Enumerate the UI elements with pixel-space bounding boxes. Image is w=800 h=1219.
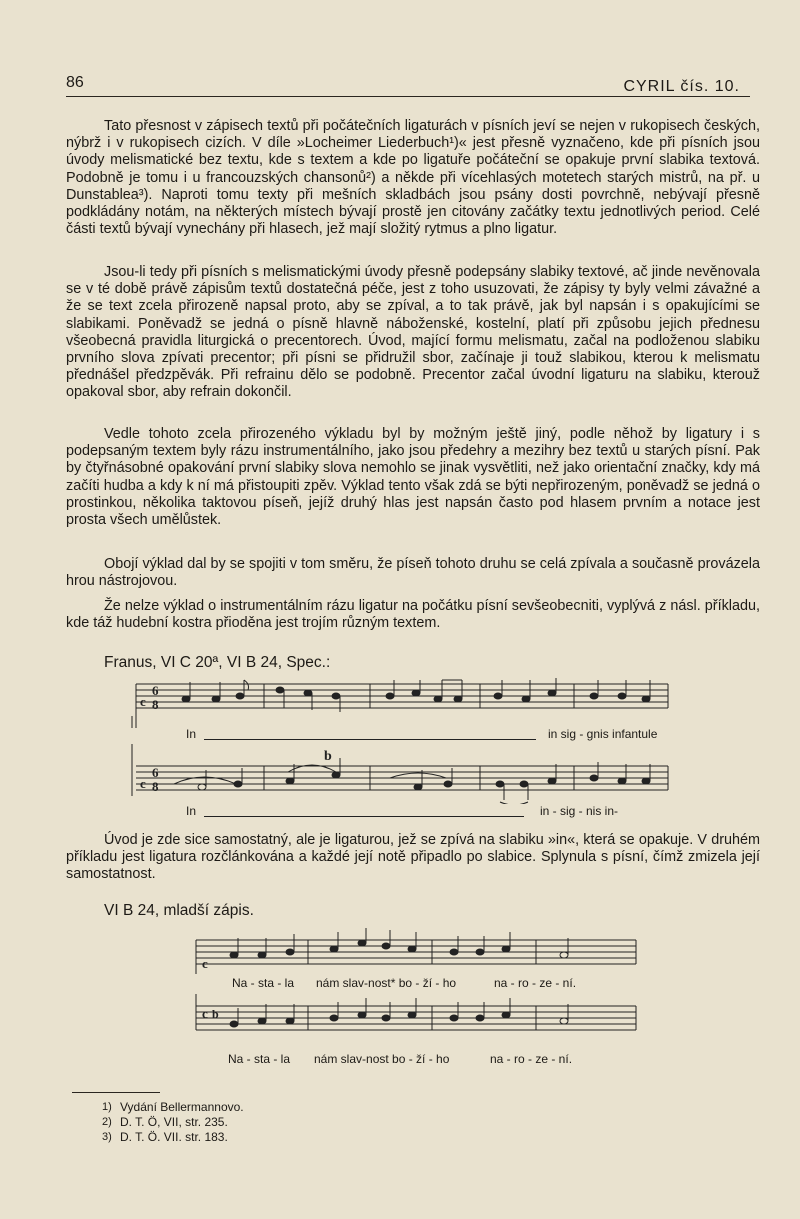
paragraph-5: Že nelze výklad o instrumentálním rázu ligatur na počátku písní sevšeobecniti, vyplývá z násl. příkladu, kde táž hudební kostra přioděna jest trojím různým textem. xyxy=(66,598,760,632)
svg-text:8: 8 xyxy=(152,779,159,794)
staff-1a-lyric-start: In xyxy=(186,727,197,741)
staff-2b-lyric-2: nám slav-nost bo - ží - ho xyxy=(314,1052,450,1066)
music-staff-2b xyxy=(186,994,646,1040)
music-staff-1a xyxy=(128,676,680,728)
footnote-mark: 3) xyxy=(102,1131,112,1143)
example-2-caption: VI B 24, mladší zápis. xyxy=(104,902,254,919)
svg-text:c: c xyxy=(202,1006,208,1021)
staff-1a-lyric-end: in sig - gnis infantule xyxy=(548,727,658,741)
svg-text:6: 6 xyxy=(152,765,159,780)
paragraph-3: Vedle tohoto zcela přirozeného výkladu byl by možným ještě jiný, podle něhož by ligatury i s podepsaným textem byly rázu instrumentálního, jako jsou předehry a mezihry bez textů u starých písní. Pak by čtyřnásobné opakování první slabiky slova nemohlo se jinak vysvětliti, než jako orientační značky, kdy má začíti hudba a kdy k ní má přistoupiti zpěv. Výklad tento však zdá se býti nepřirozeným, poněvadž se jedná o prostinkou, několika taktovou píseň, jejíž druhý hlas jest napsán často pod hlasem prvním a notace jest prosta všech umělůstek. xyxy=(66,426,760,529)
lyric-extender-line xyxy=(204,739,536,740)
svg-text:c: c xyxy=(140,776,146,791)
staff-2a-lyric-1: Na - sta - la xyxy=(232,976,295,990)
svg-text:b: b xyxy=(324,749,332,764)
footnote-2: 2) D. T. Ö, VII, str. 235. xyxy=(102,1115,228,1129)
page-header xyxy=(66,74,750,96)
staff-2b-lyric-3: na - ro - ze - ní. xyxy=(490,1052,573,1066)
page-number: 86 xyxy=(66,74,84,91)
svg-text:c: c xyxy=(202,956,208,971)
example-1-caption: Franus, VI C 20ª, VI B 24, Spec.: xyxy=(104,654,331,671)
lyric-extender-line xyxy=(204,816,524,817)
music-staff-2a xyxy=(186,928,646,974)
footnote-1: 1) Vydání Bellermannovo. xyxy=(102,1100,244,1114)
paragraph-2: Jsou-li tedy při písních s melismatickými úvody přesně podepsány slabiky textové, ač jinde nevěnovala se v té době právě zápisům textů dostatečná péče, jest z toho usuzovati, že zápisy ty byly velmi závažné a že se text zcela přirozeně napsal proto, aby se zpíval, a to tak právě, jak byl napsán i s opakujícími se slabikami. Poněvadž se jedná o písně hlavně náboženské, kostelní, platí při způsobu jejich přednesu všeobecná pravidla liturgická o precentorech. Úvod, mající formu melismatu, začal na podloženou slabiku prvního slova zpívati precentor; při písni se přidružil sbor, začínaje ji touž slabikou, kterou k melismatu přednášel předzpěvák. Při refrainu dělo se podobně. Precentor začal úvodní ligaturu na slabiku, kterouž opakoval sbor, aby refrain dokončil. xyxy=(66,264,760,401)
staff-1b-lyric-start: In xyxy=(186,804,197,818)
staff-2a-lyric-3: na - ro - ze - ní. xyxy=(494,976,577,990)
staff-1b-lyric-end: in - sig - nis in- xyxy=(540,804,619,818)
header-rule xyxy=(66,96,750,97)
paragraph-1: Tato přesnost v zápisech textů při počátečních ligaturách v písních jeví se nejen v rukopisech českých, nýbrž i v rukopisech cizích. V díle »Locheimer Liederbuch¹)« jest přesně vyznačeno, kde při písních jsou úvody melismatické bez textu, kde s textem a kde po ligatuře počáteční se opakuje první slabika textová. Podobně je tomu i u francouzských chansonů²) a někde při vícehlasých motetech starých mistrů, na př. u Dunstablea³). Naproti tomu texty při mešních skladbách jsou psány dosti povrchně, nebývají přesně podkládány notám, na některých místech bývají prostě jen citovány začátky textu jednotlivých period. Celé části textů bývají vynechány při hlasech, jež mají složitý rytmus a plno ligatur. xyxy=(66,118,760,238)
svg-text:b: b xyxy=(212,1007,219,1021)
staff-2b-lyric-1: Na - sta - la xyxy=(228,1052,291,1066)
svg-text:6: 6 xyxy=(152,683,159,698)
music-staff-1b xyxy=(128,744,680,804)
footnote-mark: 2) xyxy=(102,1116,112,1128)
svg-text:8: 8 xyxy=(152,697,159,712)
footnote-rule xyxy=(72,1092,160,1093)
staff-2a-lyric-2: nám slav-nost* bo - ží - ho xyxy=(316,976,457,990)
footnote-3: 3) D. T. Ö. VII. str. 183. xyxy=(102,1130,228,1144)
paragraph-6: Úvod je zde sice samostatný, ale je ligaturou, jež se zpívá na slabiku »in«, která se opakuje. V druhém příkladu jest ligatura rozčlánkována a každé její notě připadlo po slabice. Splynula s písní, čímž zmizela její samostatnost. xyxy=(66,832,760,883)
svg-text:c: c xyxy=(140,694,146,709)
running-title: CYRIL čís. 10. xyxy=(623,78,740,95)
footnote-mark: 1) xyxy=(102,1101,112,1113)
paragraph-4: Obojí výklad dal by se spojiti v tom směru, že píseň tohoto druhu se celá zpívala a současně provázela hrou nástrojovou. xyxy=(66,556,760,590)
